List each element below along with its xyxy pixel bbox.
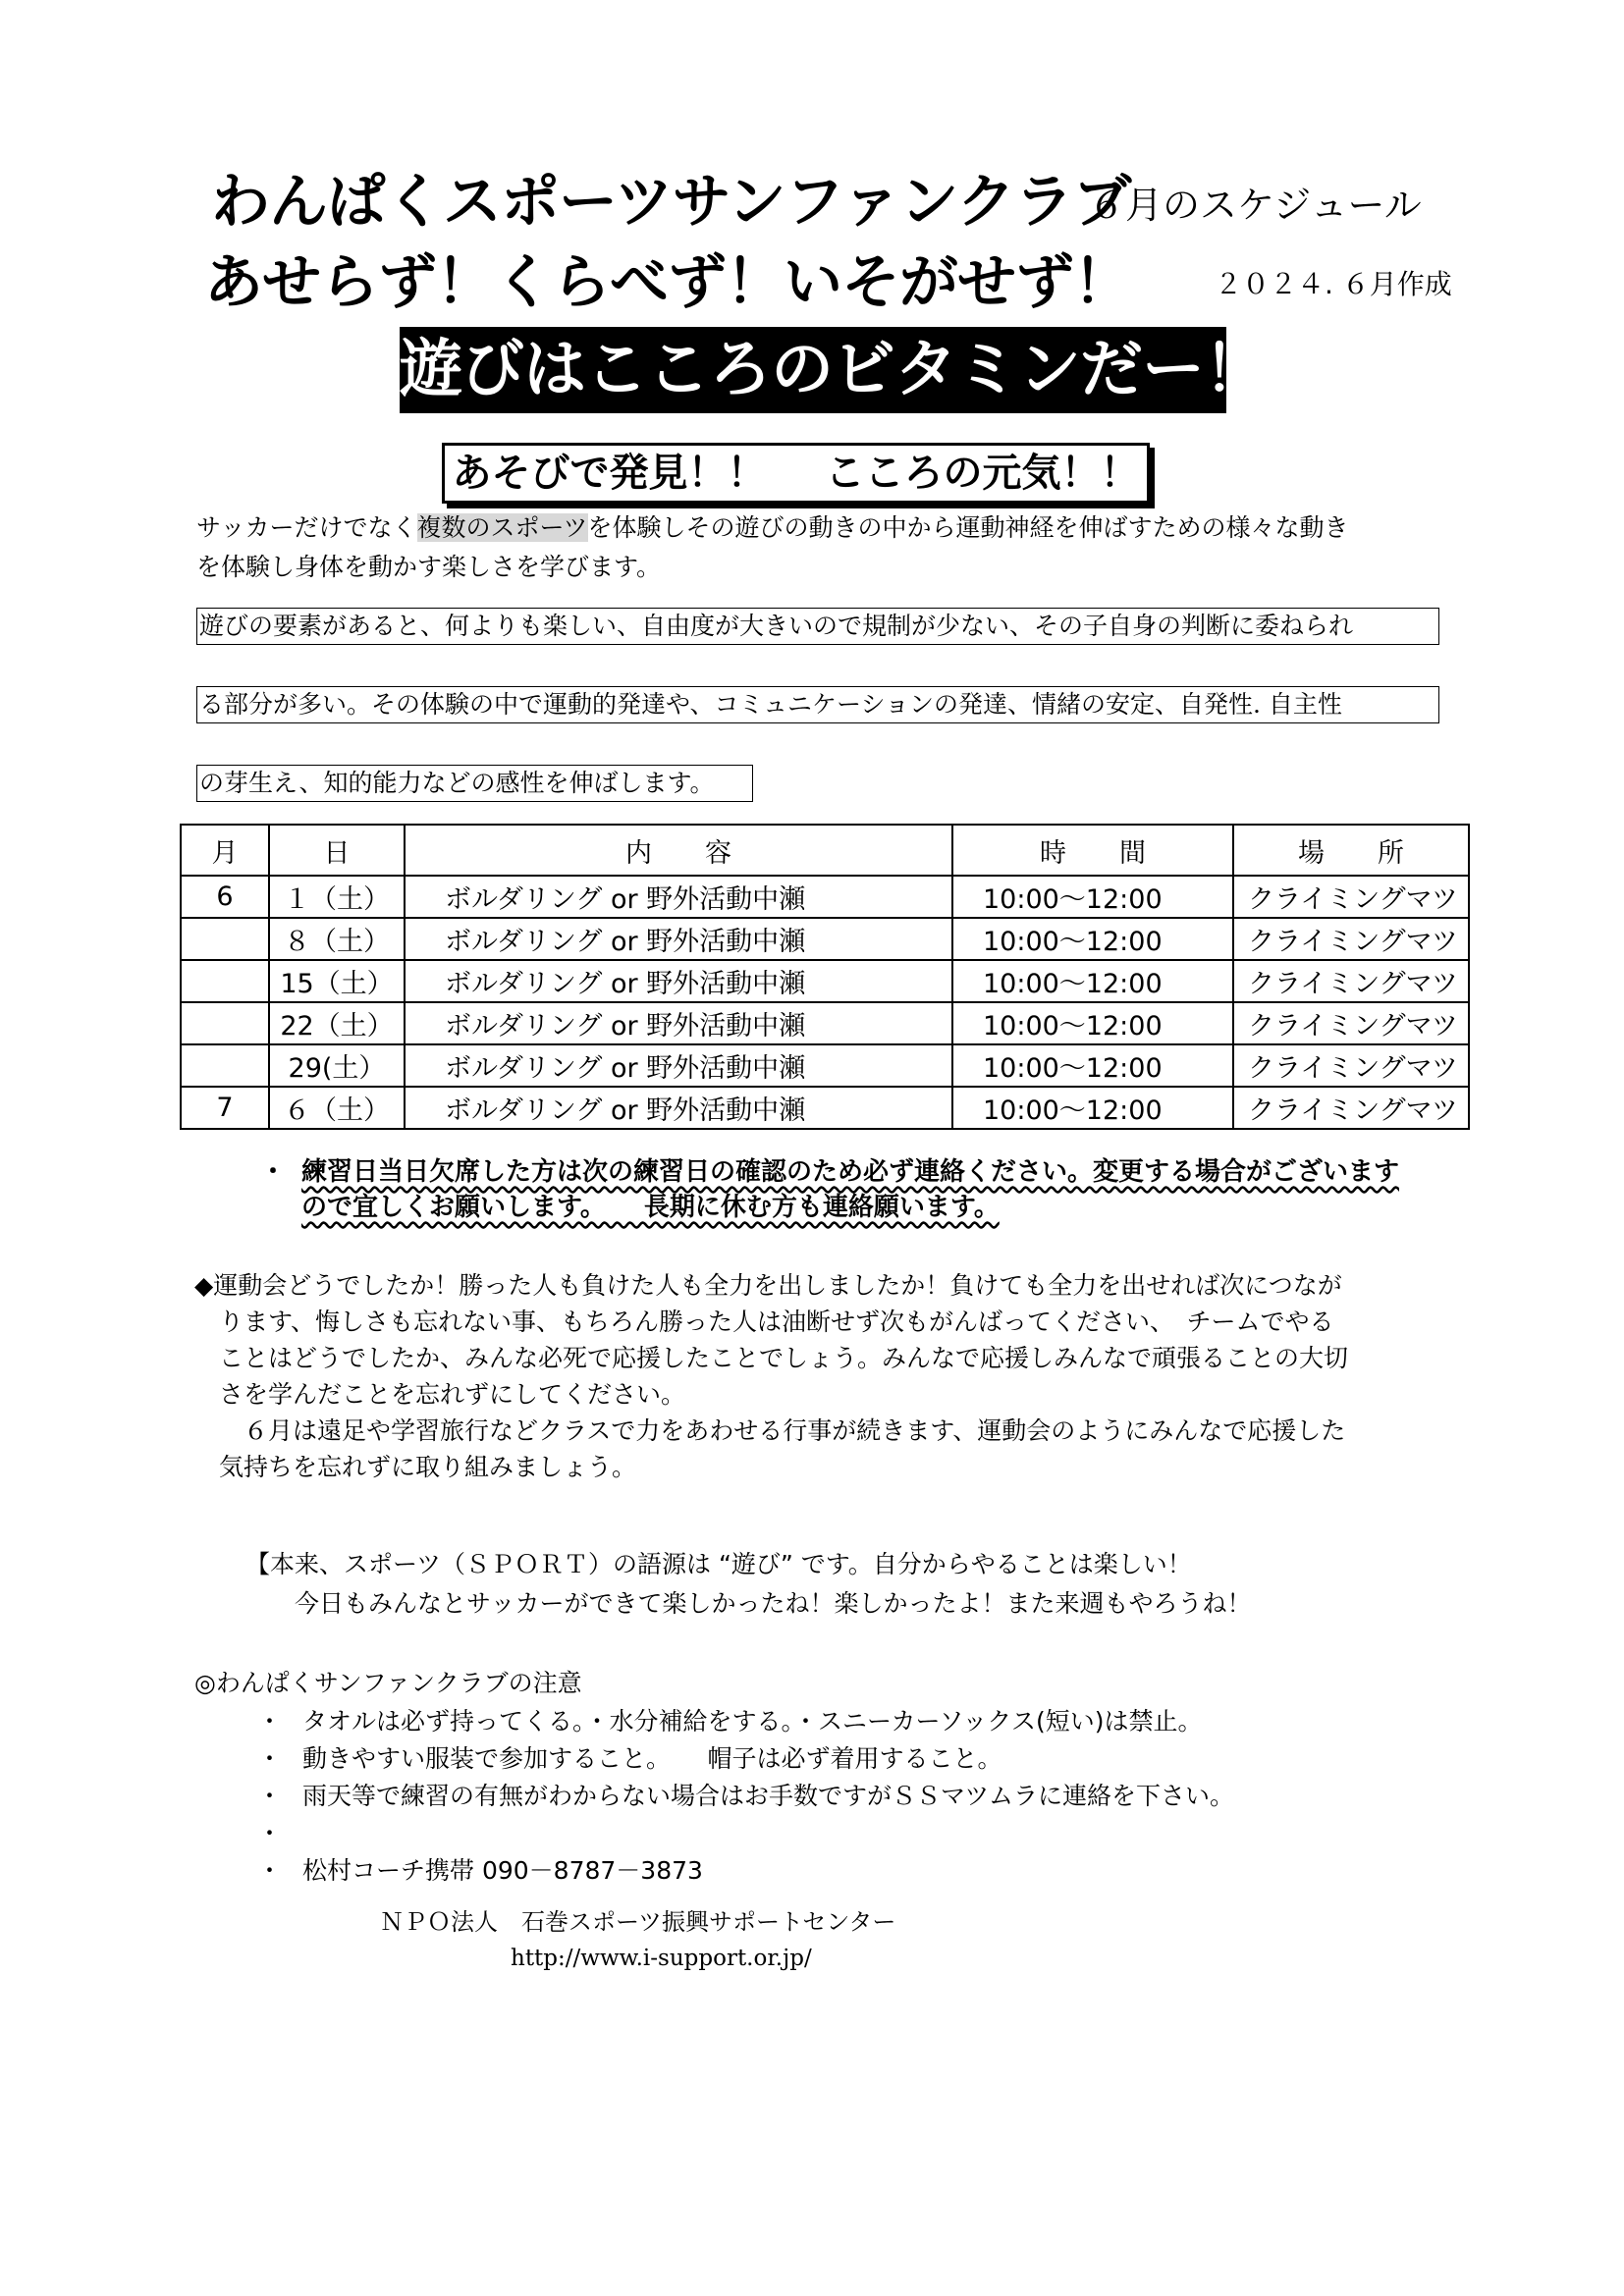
message-line: さを学んだことを忘れずにしてください。: [194, 1380, 686, 1409]
cell-month: [181, 1044, 269, 1087]
header-month: 月: [181, 825, 269, 876]
header-place: 場 所: [1233, 825, 1469, 876]
header-content: 内 容: [405, 825, 952, 876]
slogan: あせらず！くらべず！いそがせず！: [204, 248, 1131, 317]
message-line: ◆運動会どうでしたか！勝った人も負けた人も全力を出しましたか！負けても全力を出せれば次につなが: [194, 1271, 1342, 1300]
cell-place: クライミングマツ: [1233, 876, 1469, 918]
message-line: ことはどうでしたか、みんな必死で応援したことでしょう。みんなで応援しみんなで頑張ることの大切: [194, 1344, 1349, 1372]
message-line: ります、悔しさも忘れない事、もちろん勝った人は油断せず次もがんばってください、 チームでやる: [194, 1308, 1334, 1336]
cell-time: 10:00～12:00: [952, 1044, 1233, 1087]
cell-time: 10:00～12:00: [952, 918, 1233, 960]
cell-month: 7: [181, 1087, 269, 1129]
cell-month: [181, 1002, 269, 1044]
list-item: ・ タオルは必ず持ってくる。・水分補給をする。・スニーカーソックス(短い)は禁止。: [257, 1707, 1203, 1735]
cell-time: 10:00～12:00: [952, 960, 1233, 1002]
table-row: [181, 1002, 1469, 1044]
cell-month: [181, 960, 269, 1002]
cell-content: ボルダリング or 野外活動中瀬: [405, 876, 952, 918]
message-line: 気持ちを忘れずに取り組みましょう。: [194, 1453, 637, 1481]
intro-box-line-2: る部分が多い。その体験の中で運動的発達や、コミュニケーションの発達、情緒の安定、自発性. 自主性: [196, 686, 1439, 723]
header-day: 日: [269, 825, 405, 876]
cell-month: [181, 918, 269, 960]
cell-day: ６（土）: [269, 1087, 405, 1129]
intro-highlight: 複数のスポーツ: [416, 513, 588, 542]
sport-origin-quote: [245, 1545, 1252, 1624]
cell-place: クライミングマツ: [1233, 1087, 1469, 1129]
organization-url[interactable]: http://www.i-support.or.jp/: [511, 1946, 812, 1971]
cell-day: 15（土）: [269, 960, 405, 1002]
intro-line1-pre: サッカーだけでなく: [196, 513, 417, 542]
cell-day: 22（土）: [269, 1002, 405, 1044]
intro-line1-post: を体験しその遊びの動きの中から運動神経を伸ばすための様々な動き: [587, 513, 1349, 542]
cell-content: ボルダリング or 野外活動中瀬: [405, 918, 952, 960]
created-date: ２０２４. ６月作成: [1215, 268, 1452, 300]
cell-day: 29(土）: [269, 1044, 405, 1087]
cell-place: クライミングマツ: [1233, 960, 1469, 1002]
cell-place: クライミングマツ: [1233, 918, 1469, 960]
schedule-subtitle: ６月のスケジュール: [1088, 184, 1422, 227]
header-time: 時 間: [952, 825, 1233, 876]
list-item: ・ 松村コーチ携帯 090－8787－3873: [257, 1856, 703, 1885]
intro-text: [196, 508, 1349, 587]
notice-line-1: 練習日当日欠席した方は次の練習日の確認のため必ず連絡ください。変更する場合がございます: [301, 1157, 1400, 1187]
cell-day: ８（土）: [269, 918, 405, 960]
cell-content: ボルダリング or 野外活動中瀬: [405, 1044, 952, 1087]
sub-banner-right: こころの元気！！: [825, 451, 1140, 496]
organization-name: ＮＰＯ法人 石巻スポーツ振興サポートセンター: [380, 1908, 896, 1936]
message-line: ６月は遠足や学習旅行などクラスで力をあわせる行事が続きます、運動会のようにみんなで応援した: [194, 1416, 1346, 1445]
rules-title: ◎わんぱくサンファンクラブの注意: [194, 1669, 582, 1697]
absence-notice: [260, 1154, 1399, 1225]
cell-time: 10:00～12:00: [952, 1087, 1233, 1129]
table-row: [181, 876, 1469, 918]
club-title: わんぱくスポーツサンファンクラブ: [211, 168, 1131, 237]
cell-month: 6: [181, 876, 269, 918]
list-item: ・ 雨天等で練習の有無がわからない場合はお手数ですがＳＳマツムラに連絡を下さい。: [257, 1782, 1235, 1810]
notice-line-2: ので宜しくお願いします。 長期に休む方も連絡願います。: [301, 1193, 1000, 1222]
cell-content: ボルダリング or 野外活動中瀬: [405, 1002, 952, 1044]
sub-banner-left: あそびで発見！！: [452, 451, 767, 496]
table-row: [181, 1087, 1469, 1129]
rules-list: [257, 1703, 1234, 1890]
sub-banner: [442, 443, 1150, 504]
intro-box-line-3: の芽生え、知的能力などの感性を伸ばします。: [196, 765, 753, 802]
cell-time: 10:00～12:00: [952, 1002, 1233, 1044]
intro-box-line-1: 遊びの要素があると、何よりも楽しい、自由度が大きいので規制が少ない、その子自身の判断に委ねられ: [196, 608, 1439, 645]
table-row: [181, 918, 1469, 960]
cell-place: クライミングマツ: [1233, 1044, 1469, 1087]
intro-line2: を体験し身体を動かす楽しさを学びます。: [196, 553, 662, 581]
cell-day: １（土）: [269, 876, 405, 918]
quote-line-2: 今日もみんなとサッカーができて楽しかったね！楽しかったよ！また来週もやろうね！: [245, 1589, 1252, 1618]
schedule-header-row: [181, 825, 1469, 876]
cell-time: 10:00～12:00: [952, 876, 1233, 918]
sports-day-message: [194, 1267, 1461, 1485]
quote-line-1: 【本来、スポーツ（ＳＰＯＲＴ）の語源は “遊び” です。自分からやることは楽しい！: [245, 1550, 1192, 1578]
cell-content: ボルダリング or 野外活動中瀬: [405, 960, 952, 1002]
cell-place: クライミングマツ: [1233, 1002, 1469, 1044]
table-row: [181, 1044, 1469, 1087]
cell-content: ボルダリング or 野外活動中瀬: [405, 1087, 952, 1129]
list-item: ・: [257, 1819, 283, 1847]
table-row: [181, 960, 1469, 1002]
list-item: ・ 動きやすい服装で参加すること。 帽子は必ず着用すること。: [257, 1744, 1002, 1773]
schedule-table: [180, 824, 1470, 1130]
main-banner: 遊びはこころのビタミンだー！: [400, 327, 1226, 413]
notice-bullet: ・: [260, 1157, 287, 1187]
